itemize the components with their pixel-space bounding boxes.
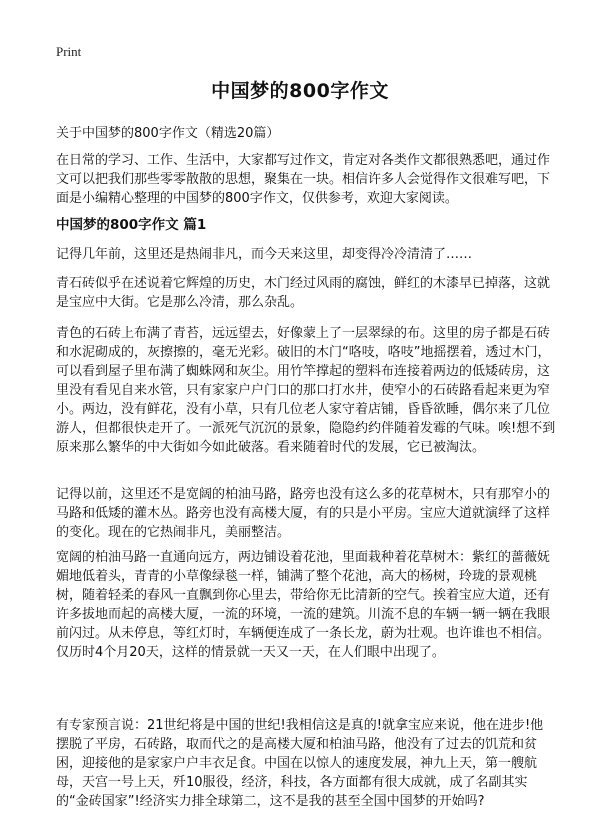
print-link[interactable]: Print — [56, 44, 82, 59]
paragraph-text: 宽阔的柏油马路一直通向远方，两边铺设着花池，里面栽种着花草树木：紫红的蔷薇妩媚地低着头，青青的小草像绿毯一样，铺满了整个花池，高大的杨树，玲珑的景观桃树，随着轻柔的春风一直飘到你心里去，带给你无比清新的空气。挨着宝应大道，还有许多拔地而起的高楼大厦，一流的环境，一流的建筑。川流不息的车辆一辆一辆在我眼前闪过。从未停息，等红灯时，车辆便连成了一条长龙，蔚为壮观。也许谁也不相信。仅历时4个月20天，这样的情景就一天又一天，在人们眼中出现了。 — [56, 550, 551, 660]
intro-text: 在日常的学习、工作、生活中，大家都写过作文，肯定对各类作文都很熟悉吧，通过作文可以把我们那些零零散散的思想，聚集在一块。相信许多人会觉得作文很难写吧，下面是小编精心整理的中国梦的800字作文，仅供参考，欢迎大家阅读。 — [56, 153, 551, 206]
body-paragraph-1 — [56, 245, 556, 264]
body-paragraph-4 — [56, 485, 556, 542]
paragraph-text: 记得以前，这里还不是宽阔的柏油马路，路旁也没有这么多的花草树木，只有那窄小的马路和低矮的灌木丛。路旁也没有高楼大厦，有的只是小平房。宝应大道就演绎了这样的变化。现在的它热闹非凡，美丽整洁。 — [56, 487, 551, 540]
section-heading: 中国梦的800字作文 篇1 — [56, 217, 207, 233]
intro-paragraph — [56, 151, 556, 208]
body-paragraph-5 — [56, 548, 556, 662]
body-paragraph-2 — [56, 274, 556, 312]
body-paragraph-6 — [56, 716, 556, 811]
paragraph-text: 青石砖似乎在述说着它辉煌的历史，木门经过风雨的腐蚀，鲜红的木漆早已掉落，这就是宝应中大街。它是那么冷清，那么杂乱。 — [56, 276, 551, 310]
document-subtitle: 关于中国梦的800字作文（精选20篇） — [56, 126, 280, 141]
document-title: 中国梦的800字作文 — [211, 80, 389, 102]
body-paragraph-3 — [56, 324, 556, 457]
paragraph-text: 有专家预言说：21世纪将是中国的世纪!我相信这是真的!就拿宝应来说，他在进步!他摆脱了平房，石砖路，取而代之的是高楼大厦和柏油马路，他没有了过去的饥荒和贫困，迎接他的是家家户户丰衣足食。中国在以惊人的速度发展，神九上天，第一艘航母，天宫一号上天，歼10服役，经济，科技，各方面都有很大成就，成了名副其实的“金砖国家”!经济实力排全球第二，这不是我的甚至全国中国梦的开始吗? — [56, 718, 544, 809]
paragraph-text: 记得几年前，这里还是热闹非凡，而今天来这里，却变得冷冷清清了…… — [56, 247, 473, 262]
paragraph-text: 青色的石砖上布满了青苔，远远望去，好像蒙上了一层翠绿的布。这里的房子都是石砖和水泥砌成的，灰擦擦的，毫无光彩。破旧的木门“咯吱，咯吱”地摇摆着，透过木门，可以看到屋子里布满了蜘蛛网和灰尘。用竹竿撑起的塑料布连接着两边的低矮砖房，这里没有看见自来水管，只有家家户户门口的那口打水井，使窄小的石砖路看起来更为窄小。两边，没有鲜花，没有小草，只有几位老人家守着店铺，昏昏欲睡，偶尔来了几位游人，但都很快走开了。一派死气沉沉的景象，隐隐约约伴随着发霉的气味。唉!想不到原来那么繁华的中大街如今如此破落。看来随着时代的发展，它已被淘汰。 — [56, 326, 556, 455]
